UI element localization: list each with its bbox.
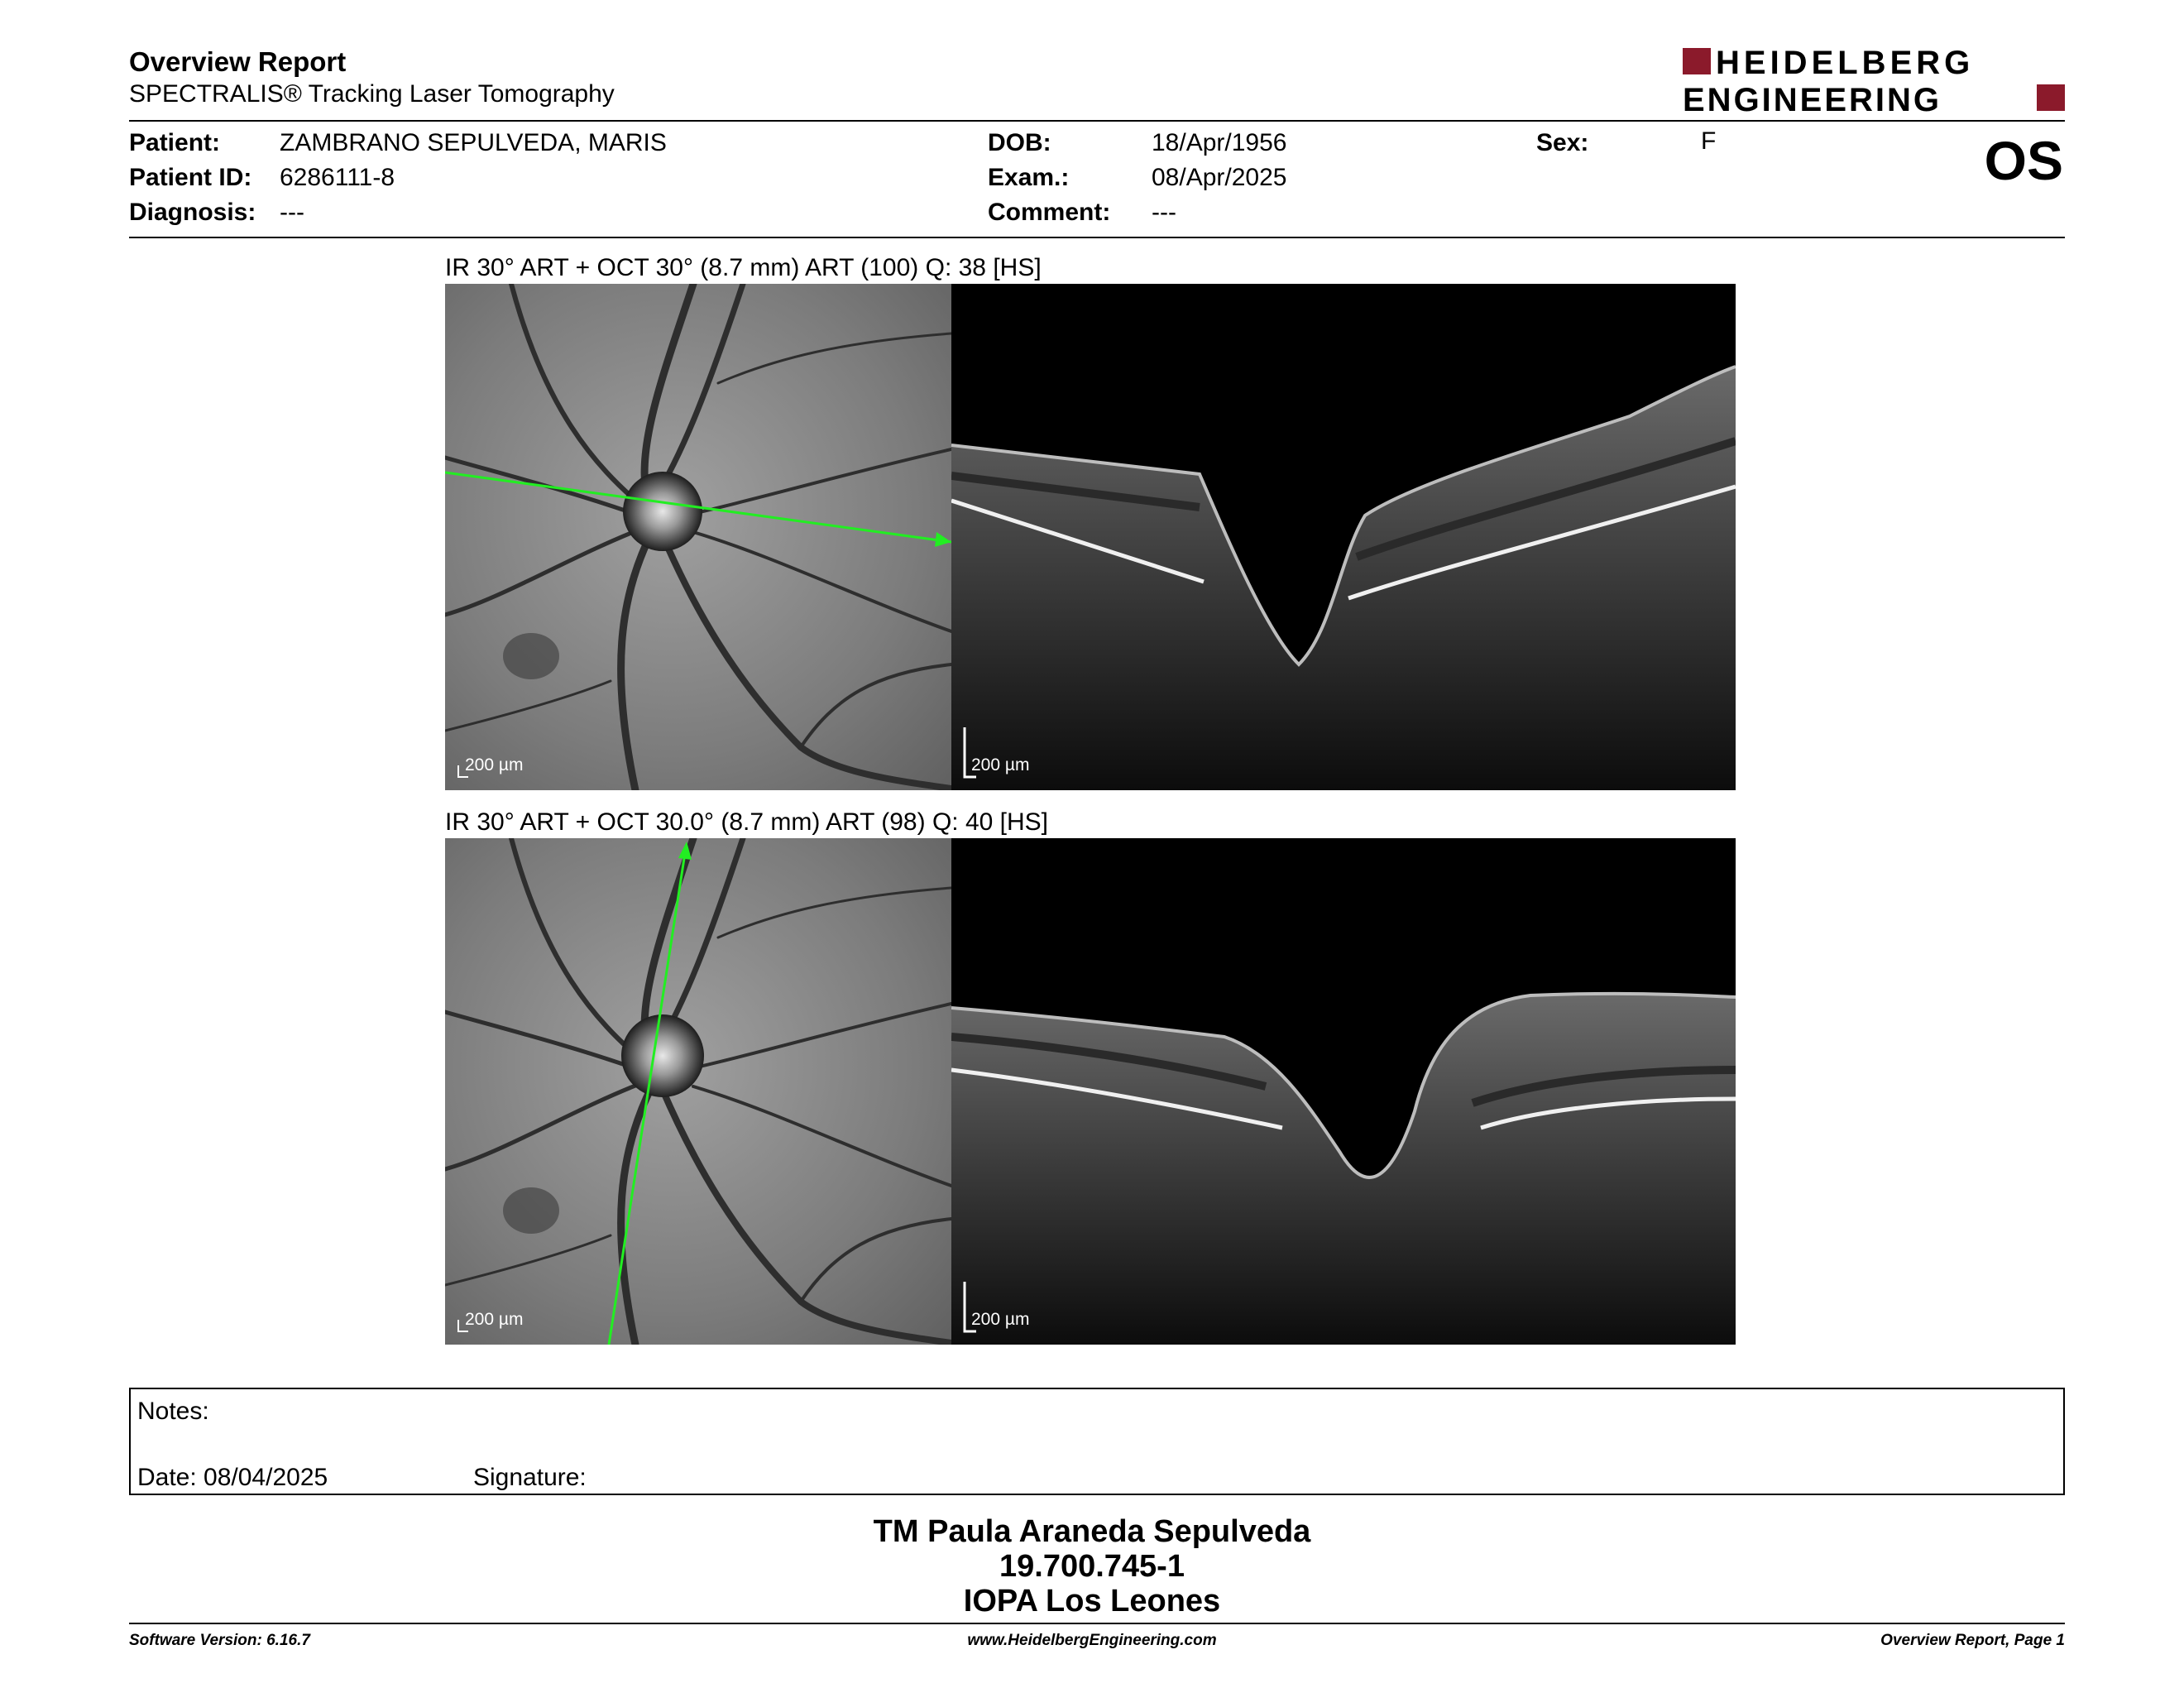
sex-value: F [1701,127,1717,155]
ir-fundus-image-1 [445,284,951,790]
signer-institution: IOPA Los Leones [963,1584,1221,1618]
patient-name: ZAMBRANO SEPULVEDA, MARIS [280,129,667,156]
signer-rut: 19.700.745-1 [999,1549,1185,1584]
diagnosis-label: Diagnosis: [129,199,256,226]
oct-bscan-image-2 [951,838,1736,1345]
scan-1-title: IR 30° ART + OCT 30° (8.7 mm) ART (100) Q: 38 [HS] [445,254,1042,281]
notes-date: Date: 08/04/2025 [137,1464,328,1491]
signature-label: Signature: [473,1464,587,1491]
oct-scale-bar-2: 200 µm [971,1310,1030,1329]
dob-label: DOB: [988,129,1051,156]
notes-label: Notes: [137,1398,209,1425]
logo-line2: ENGINEERING [1683,82,1942,116]
header-rule [129,120,2065,122]
exam-value: 08/Apr/2025 [1152,164,1287,191]
scan-2-title: IR 30° ART + OCT 30.0° (8.7 mm) ART (98) Q: 40 [HS] [445,808,1048,836]
oct-bscan-image-1 [951,284,1736,790]
ir-scale-bar-2: 200 µm [465,1310,524,1329]
notes-box[interactable] [129,1388,2065,1495]
comment-value: --- [1152,199,1176,226]
ir-scale-bar-1: 200 µm [465,755,524,774]
logo-line1: HEIDELBERG [1716,45,1975,81]
patient-id-value: 6286111-8 [280,164,395,191]
eye-indicator: OS [1984,130,2063,191]
footer-rule [129,1623,2065,1624]
diagnosis-value: --- [280,199,304,226]
oct-scale-bar-1: 200 µm [971,755,1030,774]
exam-label: Exam.: [988,164,1070,191]
signer-name: TM Paula Araneda Sepulveda [873,1514,1311,1549]
patient-label: Patient: [129,129,221,156]
heidelberg-logo [1683,43,2065,116]
page-number: Overview Report, Page 1 [1880,1632,2065,1649]
patient-rule [129,237,2065,238]
website-link[interactable]: www.HeidelbergEngineering.com [967,1632,1217,1649]
comment-label: Comment: [988,199,1111,226]
patient-id-label: Patient ID: [129,164,252,191]
report-subtitle: SPECTRALIS® Tracking Laser Tomography [129,80,615,108]
report-title: Overview Report [129,46,347,77]
software-version: Software Version: 6.16.7 [129,1632,310,1649]
sex-label: Sex: [1536,129,1589,156]
dob-value: 18/Apr/1956 [1152,129,1287,156]
ir-fundus-image-2 [445,838,951,1345]
